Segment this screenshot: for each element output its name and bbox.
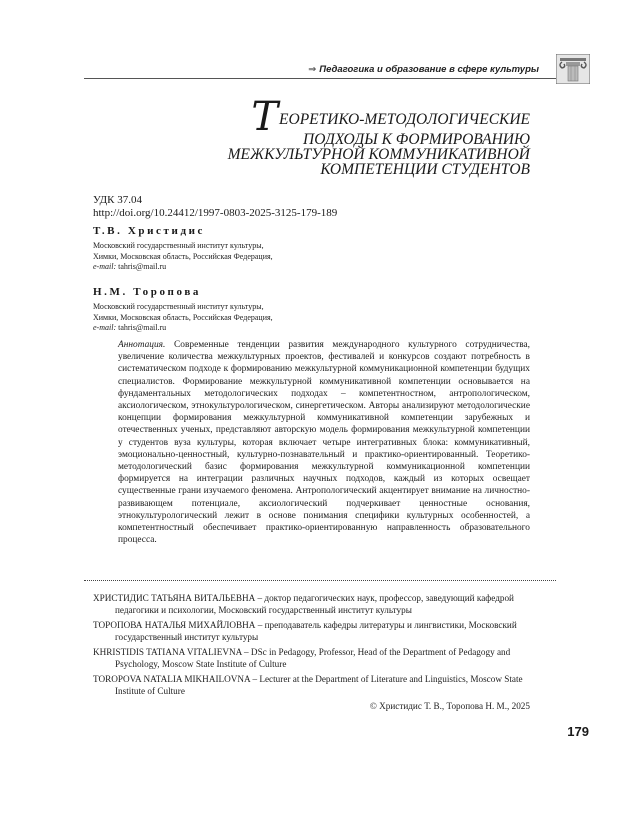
- title-line-1: ЕОРЕТИКО-МЕТОДОЛОГИЧЕСКИЕ: [279, 111, 530, 128]
- affiliation-line: Химки, Московская область, Российская Федерация,: [93, 251, 273, 261]
- title-line-3: МЕЖКУЛЬТУРНОЙ КОММУНИКАТИВНОЙ: [227, 146, 530, 163]
- email-address[interactable]: tahris@mail.ru: [118, 262, 167, 271]
- abstract: [118, 339, 530, 546]
- title-line-2: ПОДХОДЫ К ФОРМИРОВАНИЮ: [303, 131, 530, 148]
- author-email-1: [93, 262, 273, 273]
- doi-link[interactable]: http://doi.org/10.24412/1997-0803-2025-3125-179-189: [93, 207, 338, 219]
- footnote-divider: [84, 580, 556, 581]
- author-affiliation-1: [93, 241, 273, 273]
- author-bio-2: ТОРОПОВА НАТАЛЬЯ МИХАЙЛОВНА – преподаватель кафедры литературы и лингвистики, Московский государственный институт культуры: [93, 620, 517, 642]
- column-capital-icon: [556, 54, 590, 84]
- abstract-text: Современные тенденции развития международного культурного сотрудничества, увеличение количества межкультурных проектов, фестивалей и конкурсов создают потребность в систематическом подходе к формированию межкультурной коммуникационной компетенции будущих специалистов. Формирование межкультурной коммуникативной компетенции основывается на фундаментальных методологических подходах – компетентностном, антропологическом, аксиологическом, этнокультурологическом, синергетическом. Авторы анализируют методологические концепции формирования межкультурной коммуникативной компетенции зарубежных и отечественных ученых, представляют авторскую модель формирования межкультурной компетенции у студентов вуза культуры, которая включает четыре интегративных блока: коммуникативный, эмоционально-ценностный, культурно-познавательный и практико-ориентированный. Теоретико-методологический базис формирования межкультурной коммуникационной компетенции формируется на интеграции различных научных подходов, каждый из которых освещает существенные грани изучаемого феномена. Антропологический акцентирует внимание на личностно-развивающем потенциале, аксиологический подчеркивает ценностные основания, этнокультурологический лежит в основе понимания специфики культурных особенностей, а компетентностный обеспечивает практико-ориентированную направленность образовательного процесса.: [118, 340, 530, 546]
- article-title: [160, 94, 530, 178]
- affiliation-line: Московский государственный институт культуры,: [93, 241, 264, 250]
- author-email-2: [93, 323, 273, 334]
- affiliation-line: Московский государственный институт культуры,: [93, 302, 264, 311]
- author-affiliation-2: [93, 302, 273, 334]
- author-name-2: Н.М. Торопова: [93, 286, 201, 298]
- author-bio-4: TOROPOVA NATALIA MIKHAILOVNA – Lecturer at the Department of Literature and Linguistics, Moscow State Institute of Culture: [93, 674, 523, 696]
- email-label: e-mail:: [93, 323, 117, 332]
- page-number: 179: [567, 724, 589, 739]
- abstract-label: Аннотация.: [118, 340, 166, 350]
- email-label: e-mail:: [93, 262, 117, 271]
- title-line-4: КОМПЕТЕНЦИИ СТУДЕНТОВ: [320, 161, 530, 178]
- udk-code: УДК 37.04: [93, 194, 143, 206]
- affiliation-line: Химки, Московская область, Российская Федерация,: [93, 312, 273, 322]
- running-header: [308, 64, 539, 75]
- email-address[interactable]: tahris@mail.ru: [118, 323, 167, 332]
- title-dropcap: Т: [251, 94, 279, 140]
- author-name-1: Т.В. Христидис: [93, 225, 206, 237]
- copyright: © Христидис Т. В., Торопова Н. М., 2025: [369, 701, 530, 711]
- author-bio-1: ХРИСТИДИС ТАТЬЯНА ВИТАЛЬЕВНА – доктор педагогических наук, профессор, заведующий кафедрой педагогики и психологии, Московский государственный институт культуры: [93, 593, 514, 615]
- header-rule: [84, 78, 556, 79]
- author-bio-3: KHRISTIDIS TATIANA VITALIEVNA – DSc in Pedagogy, Professor, Head of the Department of Pedagogy and Psychology, Moscow State Institute of Culture: [93, 647, 511, 669]
- section-title: Педагогика и образование в сфере культуры: [319, 64, 539, 75]
- arrow-icon: ⇒: [308, 64, 317, 75]
